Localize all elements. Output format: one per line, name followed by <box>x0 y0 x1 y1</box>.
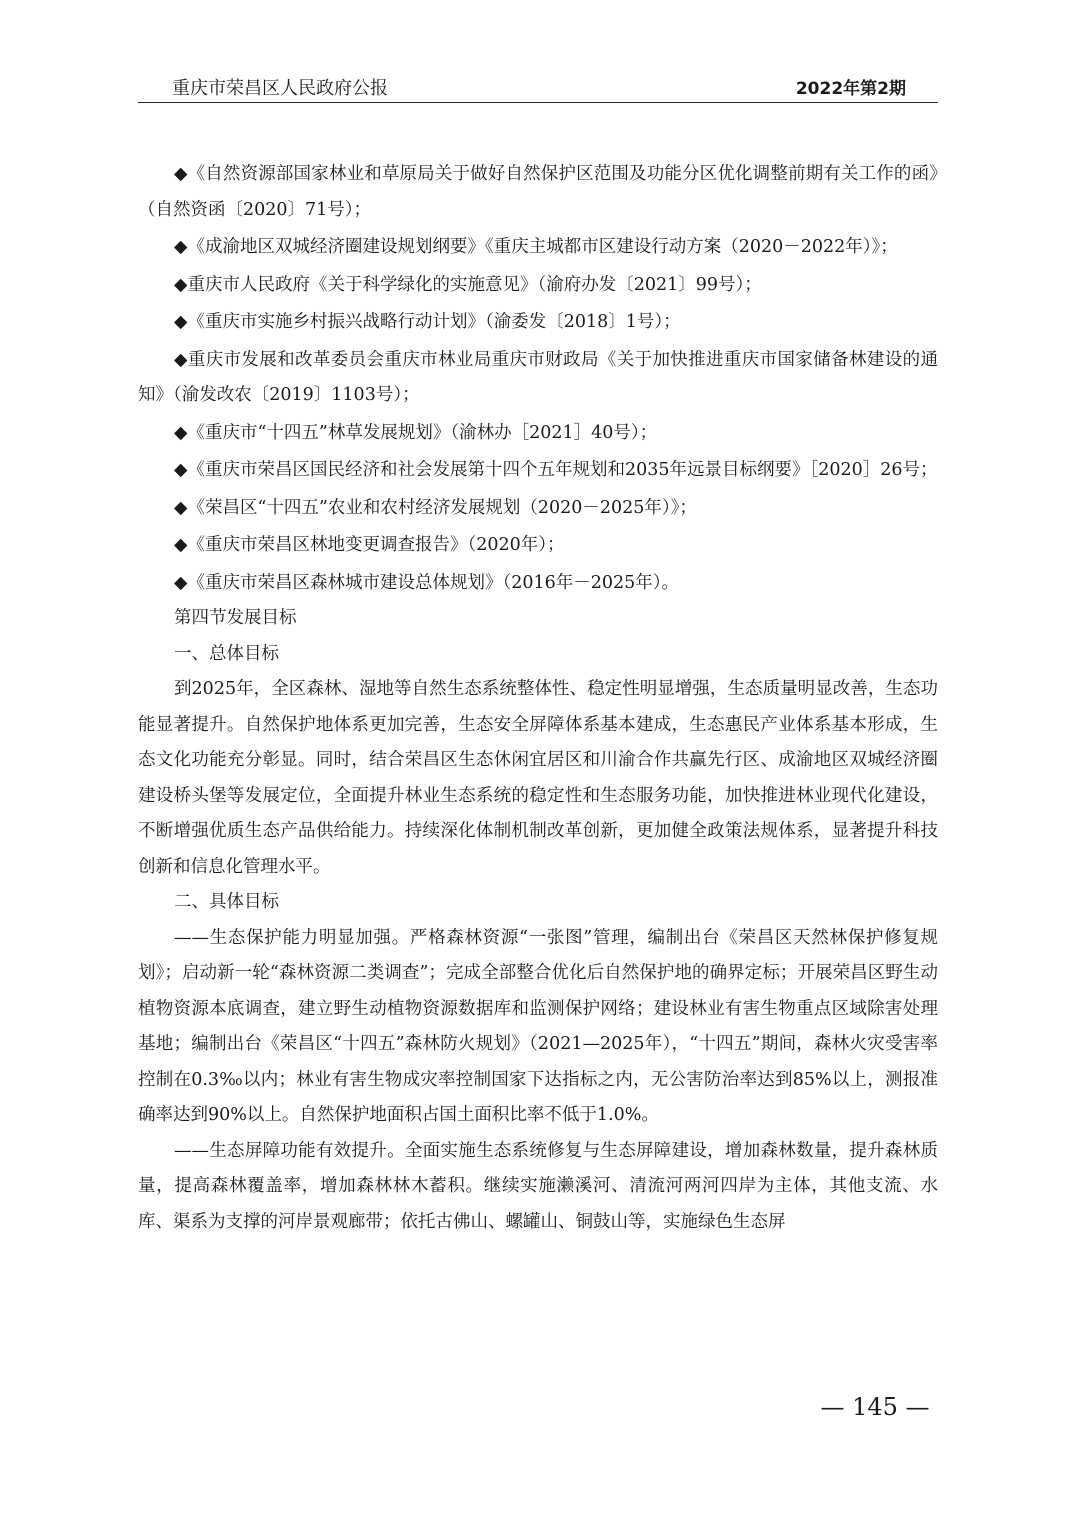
subsection-title: 一、总体目标 <box>174 643 279 664</box>
reference-item: ◆《重庆市“十四五”林草发展规划》（渝林办［2021］40号）； <box>174 422 658 443</box>
reference-item: ◆《成渝地区双城经济圈建设规划纲要》《重庆主城都市区建设行动方案（2020－2022年）》； <box>174 237 898 257</box>
reference-item: ◆《自然资源部国家林业和草原局关于做好自然保护区范围及功能分区优化调整前期有关工作的函》（自然资函〔2020〕71号）； <box>138 164 938 220</box>
reference-item: ◆重庆市发展和改革委员会重庆市林业局重庆市财政局《关于加快推进重庆市国家储备林建设的通知》（渝发改农〔2019〕1103号）； <box>138 349 938 405</box>
document-body <box>138 157 938 1240</box>
reference-item: ◆重庆市人民政府《关于科学绿化的实施意见》（渝府办发〔2021〕99号）； <box>174 274 762 295</box>
section-title: 第四节发展目标 <box>174 608 297 628</box>
page-header <box>138 76 938 104</box>
body-paragraph: ——生态屏障功能有效提升。全面实施生态系统修复与生态屏障建设，增加森林数量，提升森林质量，提高森林覆盖率，增加森林林木蓄积。继续实施濑溪河、清流河两河四岸为主体，其他支流、水库、渠系为支撑的河岸景观廊带；依托古佛山、螺罐山、铜鼓山等，实施绿色生态屏 <box>138 1140 938 1232</box>
page-number: — 145 — <box>820 1393 930 1421</box>
reference-item: ◆《荣昌区“十四五”农业和农村经济发展规划（2020－2025年）》； <box>174 497 697 518</box>
reference-item: ◆《重庆市荣昌区国民经济和社会发展第十四个五年规划和2035年远景目标纲要》［2020］26号； <box>174 460 938 480</box>
reference-item: ◆《重庆市实施乡村振兴战略行动计划》（渝委发〔2018〕1号）； <box>174 312 681 332</box>
header-divider <box>138 102 938 103</box>
reference-item: ◆《重庆市荣昌区森林城市建设总体规划》（2016年－2025年）。 <box>174 572 680 593</box>
issue-label: 2022年第2期 <box>795 79 906 99</box>
subsection-title: 二、具体目标 <box>174 892 279 912</box>
publication-title: 重庆市荣昌区人民政府公报 <box>172 78 388 99</box>
reference-item: ◆《重庆市荣昌区林地变更调查报告》（2020年）； <box>174 535 565 555</box>
body-paragraph: ——生态保护能力明显加强。严格森林资源“一张图”管理，编制出台《荣昌区天然林保护修复规划》；启动新一轮“森林资源二类调查”；完成全部整合优化后自然保护地的确界定标；开展荣昌区野生动植物资源本底调查，建立野生动植物资源数据库和监测保护网络；建设林业有害生物重点区域除害处理基地；编制出台《荣昌区“十四五”森林防火规划》（2021—2025年），“十四五”期间，森林火灾受害率控制在0.3‰以内；林业有害生物成灾率控制国家下达指标之内，无公害防治率达到85%以上，测报准确率达到90%以上。自然保护地面积占国土面积比率不低于1.0%。 <box>138 927 938 1125</box>
body-paragraph: 到2025年，全区森林、湿地等自然生态系统整体性、稳定性明显增强，生态质量明显改善，生态功能显著提升。自然保护地体系更加完善，生态安全屏障体系基本建成，生态惠民产业体系基本形成，生态文化功能充分彰显。同时，结合荣昌区生态休闲宜居区和川渝合作共赢先行区、成渝地区双城经济圈建设桥头堡等发展定位，全面提升林业生态系统的稳定性和生态服务功能，加快推进林业现代化建设，不断增强优质生态产品供给能力。持续深化体制机制改革创新，更加健全政策法规体系，显著提升科技创新和信息化管理水平。 <box>138 679 938 877</box>
